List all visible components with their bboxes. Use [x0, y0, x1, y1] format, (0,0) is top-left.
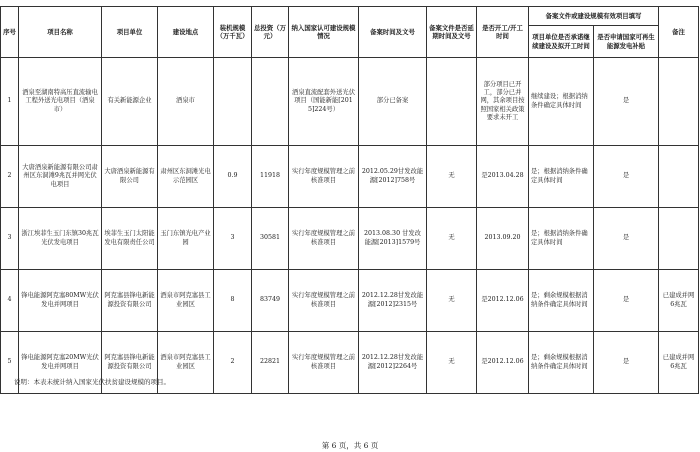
- cell-unit: 有关新能源企业: [102, 58, 158, 146]
- cell-plan: 实行年度规模管理之前核准项目: [289, 332, 359, 394]
- cell-seq: 4: [1, 270, 19, 332]
- cell-fulfill: 继续建设；根据消纳条件确定具体时间: [529, 58, 594, 146]
- cell-subsidy: 是: [594, 208, 659, 270]
- cell-extended: [427, 58, 477, 146]
- header-capacity: 装机规模（万千瓦）: [214, 7, 252, 58]
- cell-started: 是2012.12.06: [477, 332, 529, 394]
- table-row: [1, 58, 699, 146]
- header-subsidy: 是否申请国家可再生能源发电补贴: [594, 26, 659, 58]
- cell-seq: 2: [1, 146, 19, 208]
- cell-name: 锋电能源阿克塞80MW光伏发电并网项目: [19, 270, 102, 332]
- cell-remark: 已建成并网6兆瓦: [659, 270, 699, 332]
- cell-investment: 22821: [252, 332, 289, 394]
- cell-started: 是2012.12.06: [477, 270, 529, 332]
- cell-fulfill: 是；剩余规模根据消纳条件确定具体时间: [529, 270, 594, 332]
- cell-seq: 3: [1, 208, 19, 270]
- cell-capacity: [214, 58, 252, 146]
- cell-location: 酒泉市: [158, 58, 214, 146]
- header-unit: 项目单位: [102, 7, 158, 58]
- table-row: [1, 208, 699, 270]
- cell-unit: 大唐酒泉新能源有限公司: [102, 146, 158, 208]
- cell-capacity: 2: [214, 332, 252, 394]
- cell-filing: 2012.12.28甘发改能源[2012]2315号: [359, 270, 427, 332]
- cell-name: 酒泉至湖南特高压直流输电工程外送光电项目（酒泉市）: [19, 58, 102, 146]
- project-table: [0, 6, 699, 394]
- header-extended: 备案文件是否延期时间及文号: [427, 7, 477, 58]
- cell-filing: 2013.08.30 甘发改能源[2013]1579号: [359, 208, 427, 270]
- cell-unit: 埃菲生玉门太阳能发电有限责任公司: [102, 208, 158, 270]
- cell-extended: 无: [427, 270, 477, 332]
- cell-location: 酒泉市阿克塞县工业园区: [158, 270, 214, 332]
- cell-filing: 2012.05.29甘发改能源[2012]758号: [359, 146, 427, 208]
- cell-remark: [659, 146, 699, 208]
- cell-capacity: 3: [214, 208, 252, 270]
- cell-seq: 1: [1, 58, 19, 146]
- header-started: 是否开工/开工时间: [477, 7, 529, 58]
- table-note: 说明：本表未统计纳入国家光伏扶贫建设规模的项目。: [14, 378, 170, 386]
- cell-location: 玉门东镇光电产业园: [158, 208, 214, 270]
- cell-remark: [659, 58, 699, 146]
- cell-extended: 无: [427, 146, 477, 208]
- cell-extended: 无: [427, 208, 477, 270]
- header-plan: 纳入国家认可建设规模情况: [289, 7, 359, 58]
- cell-filing: 2012.12.28甘发改能源[2012]2264号: [359, 332, 427, 394]
- cell-unit: 阿克塞县锋电新能源投资有限公司: [102, 270, 158, 332]
- header-filing: 备案时间及文号: [359, 7, 427, 58]
- cell-name: 大唐酒泉新能源有限公司肃州区东洞滩9兆瓦并网光伏电项目: [19, 146, 102, 208]
- cell-unit: 阿克塞县锋电新能源投资有限公司: [102, 332, 158, 394]
- cell-plan: 酒泉直流配套外送光伏项目（国能新能[2015]224号）: [289, 58, 359, 146]
- cell-name: 浙江埃菲生玉门东镇30兆瓦光伏发电项目: [19, 208, 102, 270]
- header-fulfill: 项目单位是否承诺继续建设及拟开工时间: [529, 26, 594, 58]
- cell-remark: 已建成并网6兆瓦: [659, 332, 699, 394]
- cell-plan: 实行年度规模管理之前核准项目: [289, 208, 359, 270]
- cell-subsidy: 是: [594, 270, 659, 332]
- cell-investment: [252, 58, 289, 146]
- cell-location: 酒泉市阿克塞县工业园区: [158, 332, 214, 394]
- cell-started: 2013.09.20: [477, 208, 529, 270]
- cell-fulfill: 是；根据消纳条件确定具体时间: [529, 208, 594, 270]
- header-remark: 备注: [659, 7, 699, 58]
- cell-investment: 30581: [252, 208, 289, 270]
- cell-remark: [659, 208, 699, 270]
- cell-subsidy: 是: [594, 332, 659, 394]
- header-group: 备案文件或建设规模有效项目填写: [529, 7, 659, 26]
- cell-capacity: 8: [214, 270, 252, 332]
- cell-fulfill: 是；剩余规模根据消纳条件确定具体时间: [529, 332, 594, 394]
- table-row: [1, 146, 699, 208]
- cell-name: 锋电能源阿克塞20MW光伏发电并网项目: [19, 332, 102, 394]
- cell-subsidy: 是: [594, 58, 659, 146]
- page-footer: 第 6 页，共 6 页: [321, 441, 379, 450]
- cell-capacity: 0.9: [214, 146, 252, 208]
- header-location: 建设地点: [158, 7, 214, 58]
- header-investment: 总投资（万元）: [252, 7, 289, 58]
- header-seq: 序号: [1, 7, 19, 58]
- cell-extended: 无: [427, 332, 477, 394]
- cell-seq: 5: [1, 332, 19, 394]
- cell-plan: 实行年度规模管理之前核准项目: [289, 270, 359, 332]
- cell-filing: 部分已备案: [359, 58, 427, 146]
- header-name: 项目名称: [19, 7, 102, 58]
- cell-location: 肃州区东洞滩光电示范园区: [158, 146, 214, 208]
- cell-started: 部分项目已开工，部分已并网，其余项目按照国家相关政策要求未开工: [477, 58, 529, 146]
- cell-started: 是2013.04.28: [477, 146, 529, 208]
- cell-plan: 实行年度规模管理之前核准项目: [289, 146, 359, 208]
- cell-fulfill: 是；根据消纳条件确定具体时间: [529, 146, 594, 208]
- cell-investment: 83749: [252, 270, 289, 332]
- table-row: [1, 270, 699, 332]
- cell-subsidy: 是: [594, 146, 659, 208]
- cell-investment: 11918: [252, 146, 289, 208]
